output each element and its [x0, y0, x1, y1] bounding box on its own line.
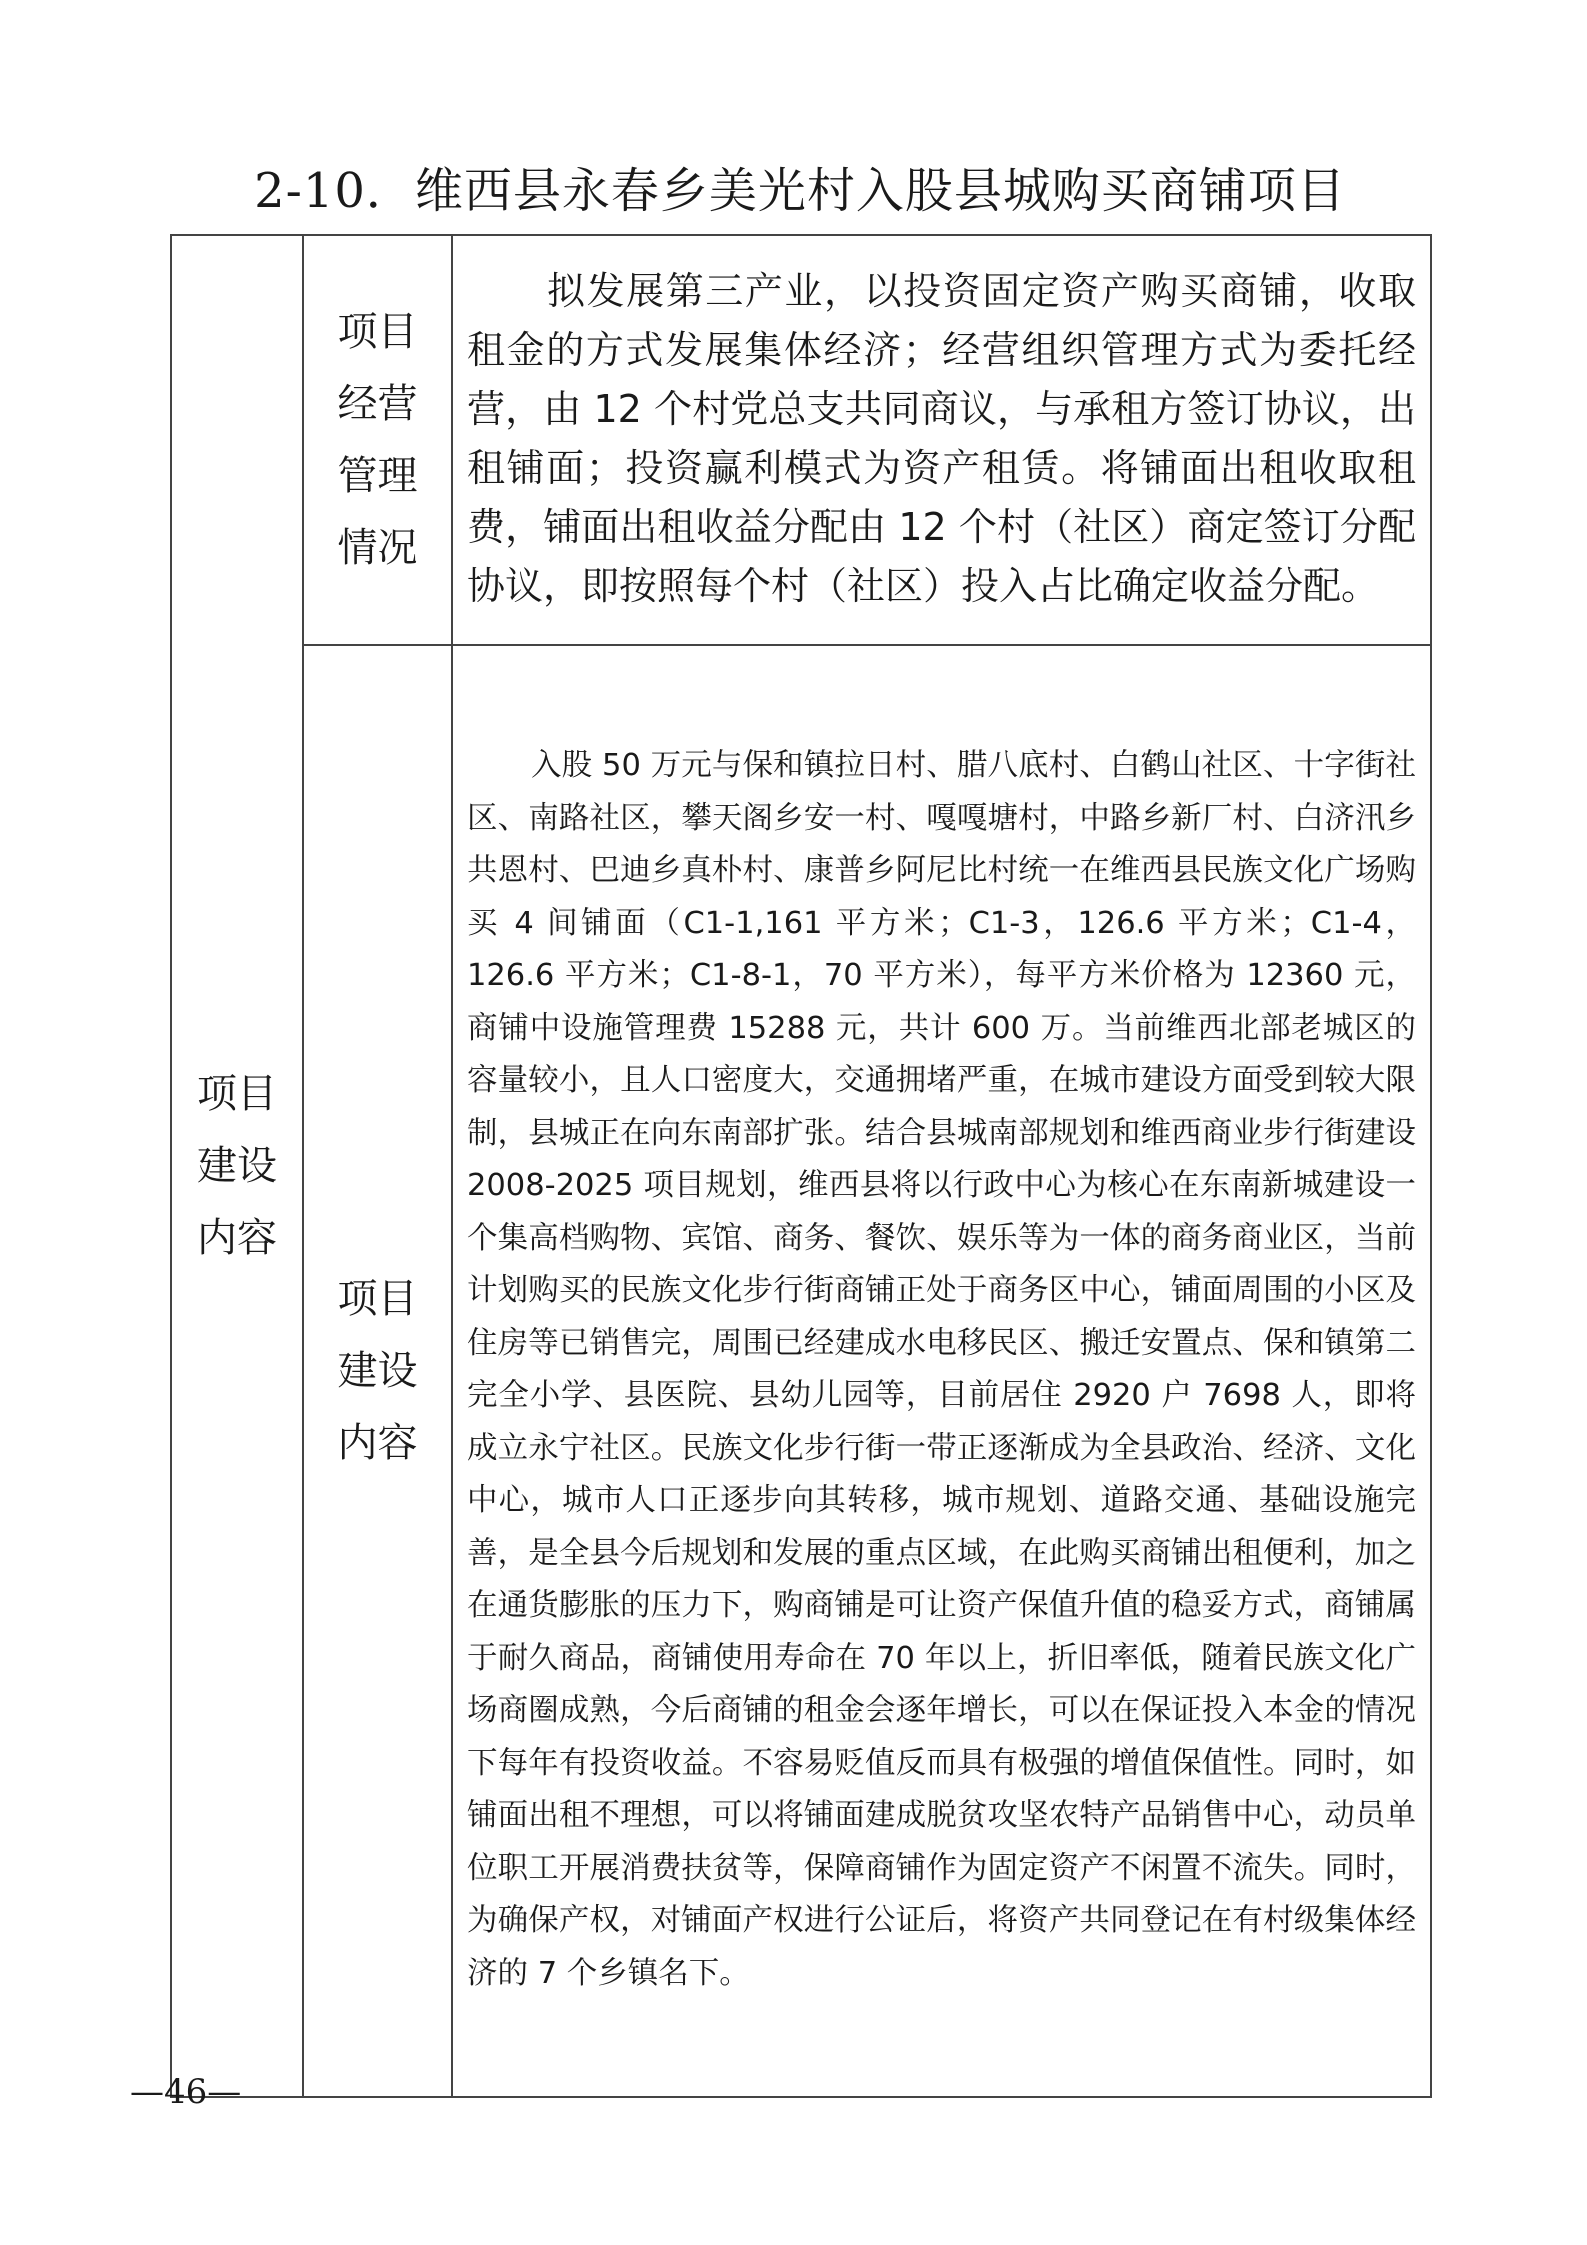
table-row	[171, 645, 1431, 2097]
row-label-management: 项目 经营 管理 情况	[337, 309, 418, 571]
outer-label: 项目 建设 内容	[197, 1071, 277, 1261]
row-label-cell	[303, 645, 452, 2097]
table-row	[171, 235, 1431, 645]
content-cell	[452, 645, 1431, 2097]
management-content: 拟发展第三产业，以投资固定资产购买商铺，收取租金的方式发展集体经济；经营组织管理方式为委托经营，由 12 个村党总支共同商议，与承租方签订协议，出租铺面；投资赢利模式为资产租赁。将铺面出租收取租费，铺面出租收益分配由 12 个村（社区）商定签订分配协议，即按照每个村（社区）投入占比确定收益分配。	[467, 269, 1416, 608]
construction-content: 入股 50 万元与保和镇拉日村、腊八底村、白鹤山社区、十字街社区、南路社区，攀天阁乡安一村、嘎嘎塘村，中路乡新厂村、白济汛乡共恩村、巴迪乡真朴村、康普乡阿尼比村统一在维西县民族文化广场购买 4 间铺面（C1-1,161 平方米；C1-3，126.6 平方米；C1-4，126.6 平方米；C1-8-1，70 平方米），每平方米价格为 12360 元，商铺中设施管理费 15288 元，共计 600 万。当前维西北部老城区的容量较小，且人口密度大，交通拥堵严重，在城市建设方面受到较大限制，县城正在向东南部扩张。结合县城南部规划和维西商业步行街建设 2008-2025 项目规划，维西县将以行政中心为核心在东南新城建设一个集高档购物、宾馆、商务、餐饮、娱乐等为一体的商务商业区，当前计划购买的民族文化步行街商铺正处于商务区中心，铺面周围的小区及住房等已销售完，周围已经建成水电移民区、搬迁安置点、保和镇第二完全小学、县医院、县幼儿园等，目前居住 2920 户 7698 人，即将成立永宁社区。民族文化步行街一带正逐渐成为全县政治、经济、文化中心，城市人口正逐步向其转移，城市规划、道路交通、基础设施完善，是全县今后规划和发展的重点区域，在此购买商铺出租便利，加之在通货膨胀的压力下，购商铺是可让资产保值升值的稳妥方式，商铺属于耐久商品，商铺使用寿命在 70 年以上，折旧率低，随着民族文化广场商圈成熟，今后商铺的租金会逐年增长，可以在保证投入本金的情况下每年有投资收益。不容易贬值反而具有极强的增值保值性。同时，如铺面出租不理想，可以将铺面建成脱贫攻坚农特产品销售中心，动员单位职工开展消费扶贫等，保障商铺作为固定资产不闲置不流失。同时，为确保产权，对铺面产权进行公证后，将资产共同登记在有村级集体经济的 7 个乡镇名下。	[467, 748, 1416, 1991]
page-number: —46—	[130, 2072, 242, 2112]
row-label-construction: 项目 建设 内容	[337, 1276, 418, 1466]
page-title: 2-10．维西县永春乡美光村入股县城购买商铺项目	[254, 163, 1346, 219]
content-cell	[452, 235, 1431, 645]
project-table	[170, 234, 1432, 2098]
outer-label-cell	[171, 235, 303, 2097]
row-label-cell	[303, 235, 452, 645]
